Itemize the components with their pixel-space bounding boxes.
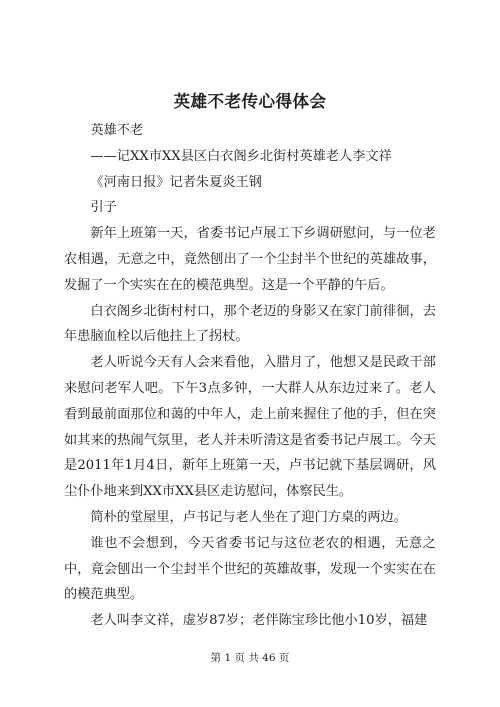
paragraph-body: 简朴的堂屋里，卢书记与老人坐在了迎门方桌的两边。 [90,509,407,525]
document-title: 英雄不老传心得体会 [173,92,327,111]
paragraph-byline-reporters: 《河南日报》记者朱夏炎王钢 [90,174,262,190]
paragraph-body: 老人叫李文祥，虚岁87岁；老伴陈宝珍比他小10岁，福建 [90,613,428,629]
paragraph-body: 白衣阁乡北街村村口，那个老迈的身影又在家门前徘徊，去年患脑血栓以后他拄上了拐杖。 [64,303,436,345]
paragraph-subtitle: 英雄不老 [90,123,144,138]
page-number-footer: 第 1 页 共 46 页 [210,652,290,664]
paragraph-byline-subject: ——记XX市XX县区白衣阁乡北街村英雄老人李文祥 [90,148,392,164]
document-body [64,118,436,634]
paragraph-body: 新年上班第一天，省委书记卢展工下乡调研慰问，与一位老农相遇，无意之中，竟然刨出了一个尘封半个世纪的英雄故事，发掘了一个实实在在的模范典型。这是一个平静的午后。 [64,226,436,293]
paragraph-body: 谁也不会想到，今天省委书记与这位老农的相遇，无意之中，竟会刨出一个尘封半个世纪的英雄故事，发现一个实实在在的模范典型。 [64,535,436,603]
paragraph-heading-intro: 引子 [90,200,117,216]
paragraph-body: 老人听说今天有人会来看他，入腊月了，他想又是民政干部来慰问老军人吧。下午3点多钟，一大群人从东边过来了。老人看到最前面那位和蔼的中年人，走上前来握住了他的手，但在突如其来的热闹气氛里，老人并未听清这是省委书记卢展工。今天是2011年1月4日，新年上班第一天，卢书记就下基层调研，风尘仆仆地来到XX市XX县区走访慰问，体察民生。 [64,355,436,500]
